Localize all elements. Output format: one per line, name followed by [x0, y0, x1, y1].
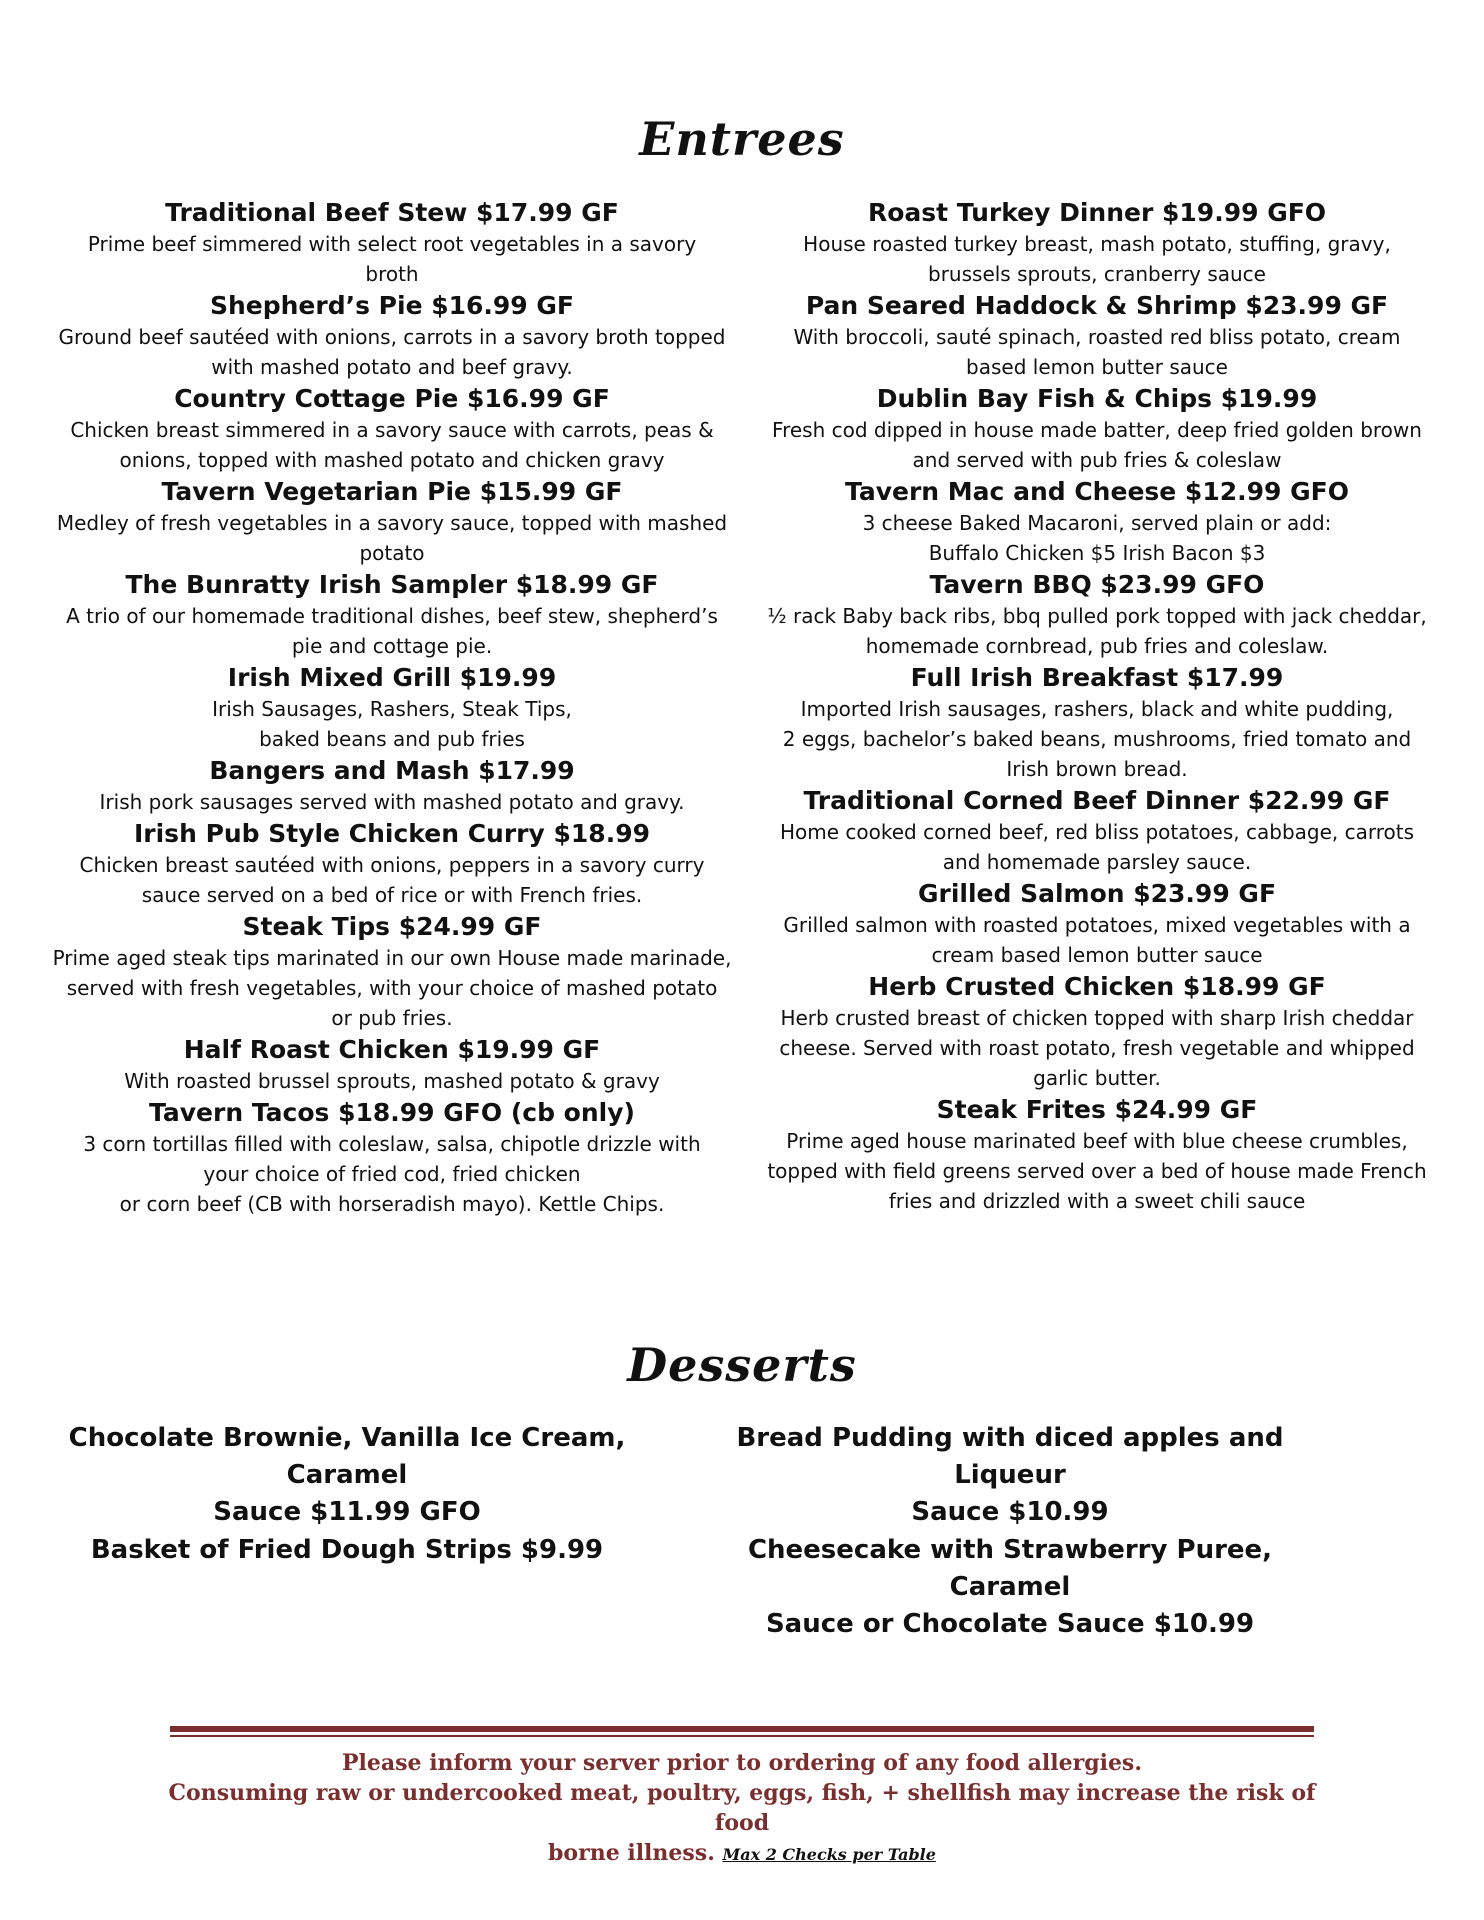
item-title: Tavern Mac and Cheese $12.99 GFO: [845, 477, 1349, 506]
menu-item: [52, 1033, 732, 1096]
item-description: House roasted turkey breast, mash potato, stuffing, gravy, brussels sprouts, cranberry sauce: [803, 232, 1391, 286]
item-description: 3 corn tortillas filled with coleslaw, salsa, chipotle drizzle with your choice of fried cod, fried chicken or corn beef (CB with horseradish mayo). Kettle Chips.: [83, 1132, 701, 1216]
menu-item: [52, 817, 732, 910]
item-title: Grilled Salmon $23.99 GF: [917, 879, 1277, 908]
item-description: Grilled salmon with roasted potatoes, mixed vegetables with a cream based lemon butter sauce: [783, 913, 1411, 967]
dessert-item: Bread Pudding with diced apples and Liqueur Sauce $10.99: [736, 1423, 1284, 1527]
item-description: Herb crusted breast of chicken topped with sharp Irish cheddar cheese. Served with roast potato, fresh vegetable and whipped garlic butter.: [779, 1006, 1415, 1090]
item-description: Irish pork sausages served with mashed potato and gravy.: [99, 790, 685, 814]
item-description: Medley of fresh vegetables in a savory sauce, topped with mashed potato: [56, 511, 728, 565]
consumption-warning-line: Consuming raw or undercooked meat, poultry, eggs, fish, + shellfish may increase the risk of food: [168, 1780, 1316, 1836]
menu-item: [752, 784, 1442, 877]
menu-item: [52, 1096, 732, 1219]
menu-item: [752, 661, 1442, 784]
item-description: Fresh cod dipped in house made batter, deep fried golden brown and served with pub fries & coleslaw: [772, 418, 1422, 472]
item-title: Tavern Vegetarian Pie $15.99 GF: [161, 477, 623, 506]
item-description: Irish Sausages, Rashers, Steak Tips, baked beans and pub fries: [212, 697, 572, 751]
item-title: Steak Frites $24.99 GF: [936, 1095, 1258, 1124]
footer-divider: [170, 1726, 1314, 1732]
entrees-heading: Entrees: [639, 112, 845, 166]
item-description: Imported Irish sausages, rashers, black and white pudding, 2 eggs, bachelor’s baked beans, mushrooms, fried tomato and Irish brown bread.: [782, 697, 1412, 781]
menu-item: [752, 289, 1442, 382]
item-title: Bangers and Mash $17.99: [209, 756, 575, 785]
menu-item: [752, 382, 1442, 475]
menu-item: [52, 289, 732, 382]
item-title: Tavern Tacos $18.99 GFO (cb only): [149, 1098, 635, 1127]
item-title: Herb Crusted Chicken $18.99 GF: [868, 972, 1326, 1001]
item-title: Dublin Bay Fish & Chips $19.99: [876, 384, 1318, 413]
dessert-item: Basket of Fried Dough Strips $9.99: [90, 1535, 604, 1565]
dessert-item: Cheesecake with Strawberry Puree, Caramel Sauce or Chocolate Sauce $10.99: [747, 1535, 1273, 1639]
item-title: Pan Seared Haddock & Shrimp $23.99 GF: [805, 291, 1389, 320]
item-title: Full Irish Breakfast $17.99: [910, 663, 1284, 692]
item-description: 3 cheese Baked Macaroni, served plain or add: Buffalo Chicken $5 Irish Bacon $3: [862, 511, 1332, 565]
desserts-heading: Desserts: [627, 1338, 857, 1392]
menu-item: [52, 382, 732, 475]
item-description: With broccoli, sauté spinach, roasted red bliss potato, cream based lemon butter sauce: [793, 325, 1401, 379]
item-title: The Bunratty Irish Sampler $18.99 GF: [125, 570, 659, 599]
checks-limit-note: Max 2 Checks per Table: [722, 1845, 936, 1864]
item-title: Traditional Corned Beef Dinner $22.99 GF: [803, 786, 1391, 815]
item-title: Irish Pub Style Chicken Curry $18.99: [133, 819, 650, 848]
item-description: Prime beef simmered with select root vegetables in a savory broth: [87, 232, 697, 286]
menu-item: [52, 196, 732, 289]
item-title: Steak Tips $24.99 GF: [242, 912, 542, 941]
menu-item: [52, 475, 732, 568]
item-description: Chicken breast simmered in a savory sauce with carrots, peas & onions, topped with mashed potato and chicken gravy: [70, 418, 714, 472]
item-title: Roast Turkey Dinner $19.99 GFO: [867, 198, 1327, 227]
allergy-notice: [150, 1748, 1334, 1870]
item-description: A trio of our homemade traditional dishes, beef stew, shepherd’s pie and cottage pie.: [66, 604, 718, 658]
item-title: Traditional Beef Stew $17.99 GF: [165, 198, 619, 227]
footer-divider-thin: [170, 1735, 1314, 1737]
item-title: Half Roast Chicken $19.99 GF: [183, 1035, 601, 1064]
menu-item: [752, 568, 1442, 661]
menu-item: [52, 661, 732, 754]
menu-item: [752, 475, 1442, 568]
item-description: Prime aged house marinated beef with blue cheese crumbles, topped with field greens served over a bed of house made French fries and drizzled with a sweet chili sauce: [767, 1129, 1427, 1213]
menu-item: [752, 877, 1442, 970]
item-description: Prime aged steak tips marinated in our own House made marinade, served with fresh vegetables, with your choice of mashed potato or pub fries.: [52, 946, 732, 1030]
allergy-line: Please inform your server prior to ordering of any food allergies.: [342, 1750, 1142, 1776]
menu-item: [52, 754, 732, 817]
illness-period: .: [707, 1840, 715, 1866]
entrees-right-column: [752, 196, 1442, 1216]
item-description: ½ rack Baby back ribs, bbq pulled pork topped with jack cheddar, homemade cornbread, pub fries and coleslaw.: [767, 604, 1427, 658]
menu-item: [752, 196, 1442, 289]
item-title: Country Cottage Pie $16.99 GF: [174, 384, 610, 413]
dessert-item: Chocolate Brownie, Vanilla Ice Cream, Caramel Sauce $11.99 GFO: [68, 1423, 626, 1527]
menu-item: [752, 1093, 1442, 1216]
menu-item: [52, 568, 732, 661]
item-description: Ground beef sautéed with onions, carrots in a savory broth topped with mashed potato and beef gravy.: [58, 325, 726, 379]
menu-item: [752, 970, 1442, 1093]
consumption-warning-line-end: [150, 1838, 1334, 1870]
menu-item: [52, 910, 732, 1033]
item-description: Chicken breast sautéed with onions, peppers in a savory curry sauce served on a bed of rice or with French fries.: [79, 853, 705, 907]
item-title: Irish Mixed Grill $19.99: [227, 663, 557, 692]
item-description: With roasted brussel sprouts, mashed potato & gravy: [124, 1069, 660, 1093]
illness-text: borne illness: [548, 1840, 708, 1866]
item-title: Tavern BBQ $23.99 GFO: [929, 570, 1265, 599]
entrees-left-column: [52, 196, 732, 1219]
item-description: Home cooked corned beef, red bliss potatoes, cabbage, carrots and homemade parsley sauce.: [779, 820, 1415, 874]
item-title: Shepherd’s Pie $16.99 GF: [209, 291, 575, 320]
